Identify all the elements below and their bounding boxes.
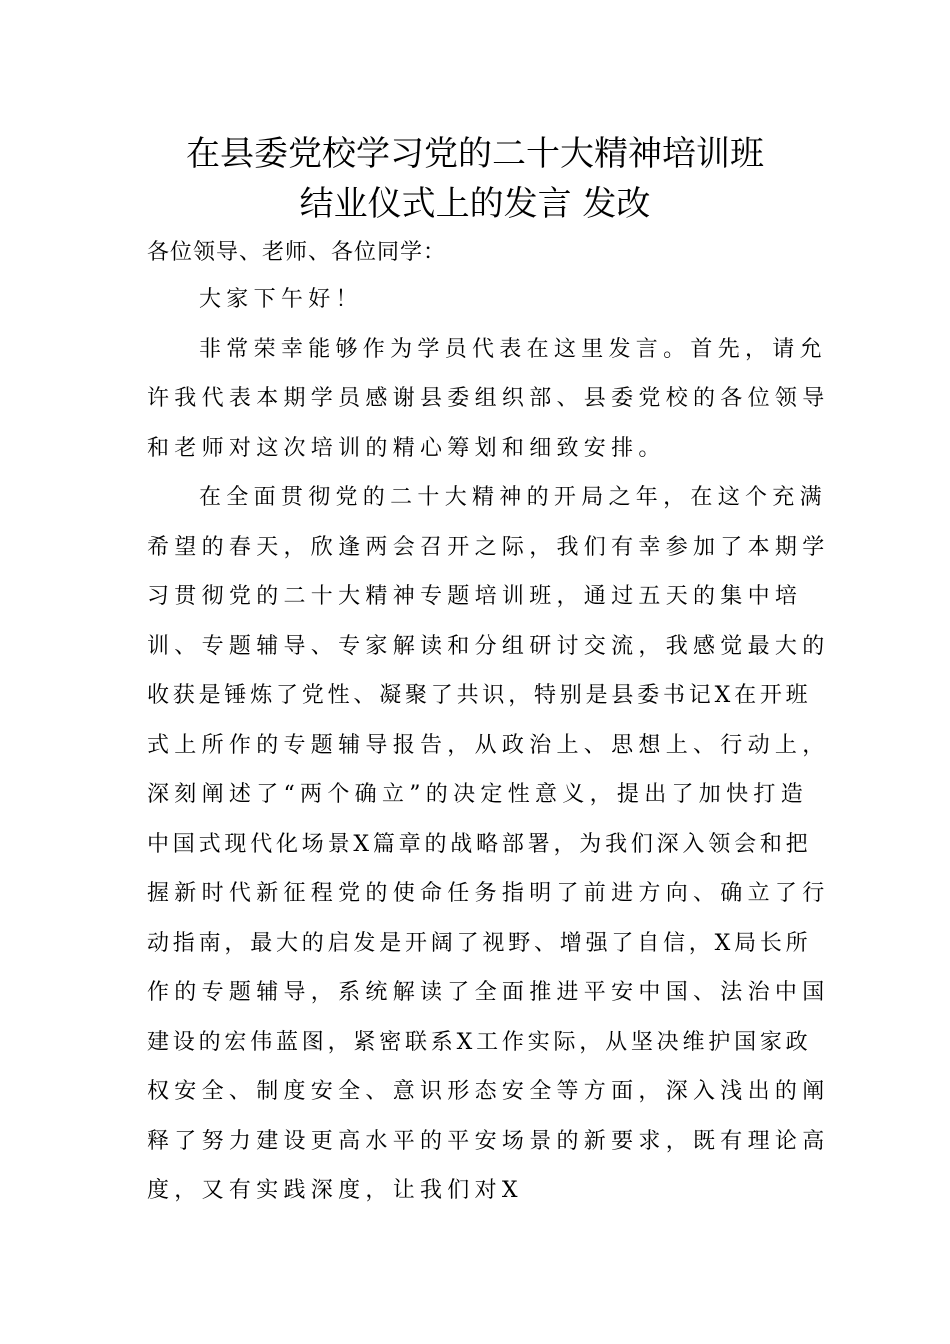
paragraph-line: 希望的春天，欣逢两会召开之际，我们有幸参加了本期学	[147, 534, 830, 560]
paragraph-line: 中国式现代化场景X篇章的战略部署，为我们深入领会和把	[147, 831, 812, 857]
paragraph-line: 习贯彻党的二十大精神专题培训班，通过五天的集中培	[147, 584, 803, 609]
paragraph-line: 训、专题辅导、专家解读和分组研讨交流，我感觉最大的	[147, 633, 830, 659]
paragraph-greeting: 大家下午好！	[199, 287, 363, 312]
paragraph-line: 握新时代新征程党的使命任务指明了前进方向、确立了行	[147, 881, 830, 906]
paragraph-line: 收获是锤炼了党性、凝聚了共识，特别是县委书记X在开班	[147, 683, 812, 708]
document-body	[147, 275, 830, 1216]
paragraph-line: 权安全、制度安全、意识形态安全等方面，深入浅出的阐	[147, 1079, 830, 1104]
paragraph-line: 式上所作的专题辅导报告，从政治上、思想上、行动上，	[147, 732, 830, 758]
paragraph-line: 动指南，最大的启发是开阔了视野、增强了自信，X局长所	[147, 930, 812, 956]
paragraph-line: 作的专题辅导，系统解读了全面推进平安中国、法治中国	[147, 980, 830, 1005]
document-title-line-2: 结业仪式上的发言 发改	[299, 184, 651, 224]
paragraph-line: 许我代表本期学员感谢县委组织部、县委党校的各位领导	[147, 386, 830, 411]
paragraph-line: 和老师对这次培训的精心筹划和细致安排。	[147, 435, 666, 461]
paragraph-line: 在全面贯彻党的二十大精神的开局之年，在这个充满	[199, 485, 827, 510]
paragraph-line: 度，又有实践深度，让我们对X	[147, 1178, 523, 1203]
document-title-line-1: 在县委党校学习党的二十大精神培训班	[186, 134, 764, 174]
paragraph-line: 深刻阐述了“两个确立”的决定性意义，提出了加快打造	[147, 782, 808, 807]
salutation: 各位领导、老师、各位同学：	[147, 240, 447, 265]
paragraph-line: 建设的宏伟蓝图，紧密联系X工作实际，从坚决维护国家政	[147, 1029, 812, 1055]
paragraph-line: 非常荣幸能够作为学员代表在这里发言。首先，请允	[199, 336, 827, 362]
paragraph-line: 释了努力建设更高水平的平安场景的新要求，既有理论高	[147, 1128, 830, 1154]
